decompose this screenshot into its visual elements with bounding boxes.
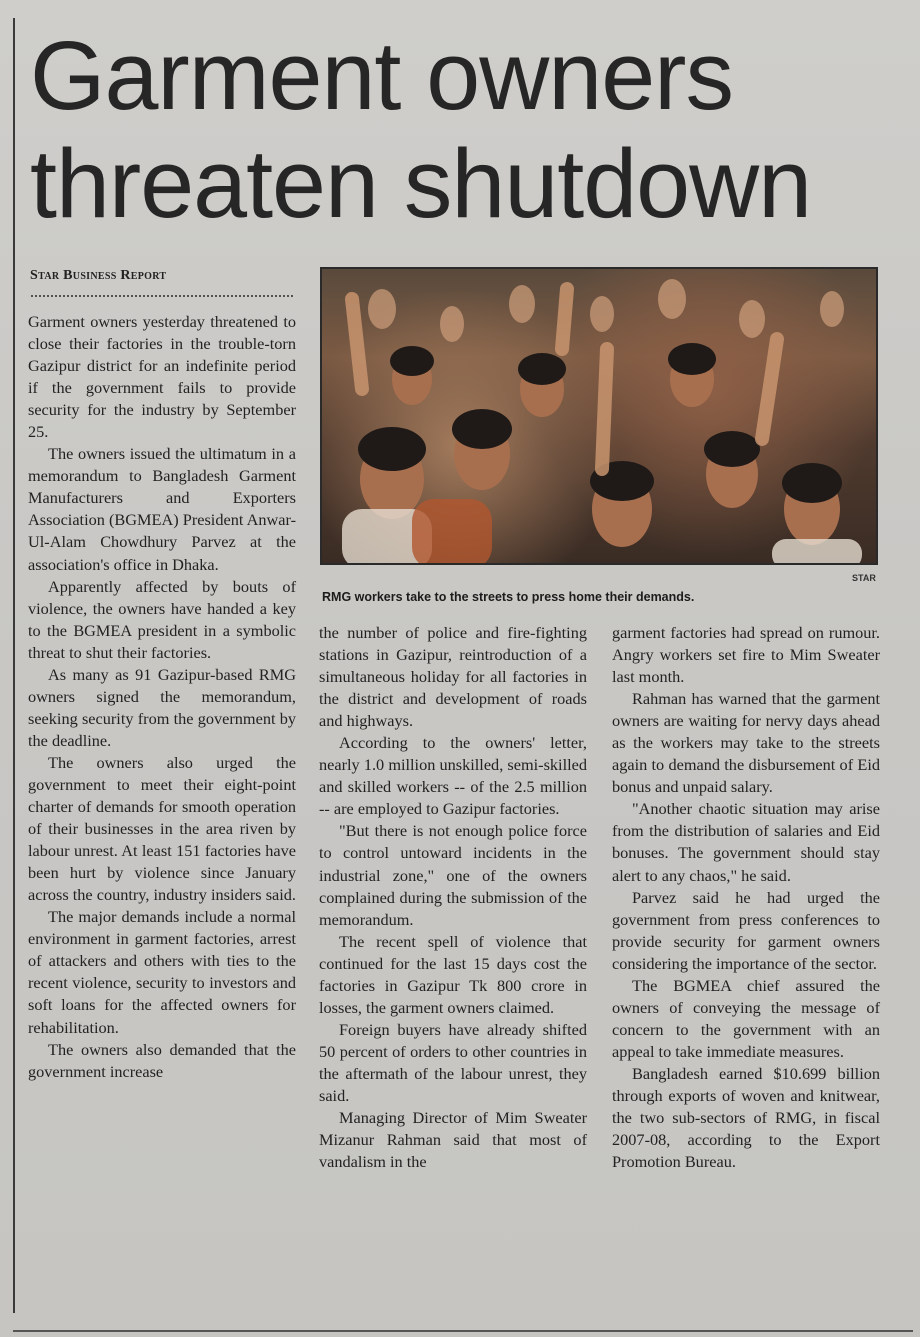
paragraph: "Another chaotic situation may arise from the distribution of salaries and Eid bonuses. The government should stay alert to any chaos," he said.	[612, 799, 880, 885]
crowd-photo-illustration	[322, 269, 878, 565]
bottom-rule	[13, 1330, 913, 1332]
paragraph: The owners also urged the government to meet their eight-point charter of demands for smooth operation of their businesses in the area riven by labour unrest. At least 151 factories have been hurt by violence since January across the country, industry insiders said.	[28, 752, 296, 905]
paragraph: The major demands include a normal environment in garment factories, arrest of attackers and others with ties to the recent violence, security to investors and soft loans for the affected owners for rehabilitation.	[28, 907, 296, 1037]
paragraph: Bangladesh earned $10.699 billion through exports of woven and knitwear, the two sub-sectors of RMG, in fiscal 2007-08, according to the Export Promotion Bureau.	[612, 1063, 880, 1172]
paragraph: the number of police and fire-fighting stations in Gazipur, reintroduction of a simultaneous holiday for all factories in the district and development of roads and highways.	[319, 623, 587, 731]
paragraph: Garment owners yesterday threatened to close their factories in the trouble-torn Gazipur district for an indefinite period if the government fails to provide security for the industry by September 25.	[28, 312, 296, 442]
news-photo	[320, 267, 878, 565]
dotted-divider	[30, 294, 295, 298]
headline-line-1: Garment owners	[30, 21, 733, 130]
paragraph: According to the owners' letter, nearly 1.0 million unskilled, semi-skilled and skilled workers -- of the 2.5 million -- are employed to Gazipur factories.	[319, 733, 587, 819]
paragraph: Apparently affected by bouts of violence, the owners have handed a key to the BGMEA president in a symbolic threat to shut their factories.	[28, 576, 296, 662]
paragraph: As many as 91 Gazipur-based RMG owners signed the memorandum, seeking security from the government by the deadline.	[28, 664, 296, 750]
photo-credit: STAR	[852, 573, 876, 583]
paragraph: Managing Director of Mim Sweater Mizanur Rahman said that most of vandalism in the	[319, 1108, 587, 1172]
paragraph: The recent spell of violence that continued for the last 15 days cost the factories in Gazipur Tk 800 crore in losses, the garment owners claimed.	[319, 931, 587, 1017]
paragraph: The owners also demanded that the government increase	[28, 1039, 296, 1081]
paragraph: The owners issued the ultimatum in a memorandum to Bangladesh Garment Manufacturers and Exporters Association (BGMEA) President Anwar-Ul-Alam Chowdhury Parvez at the association's office in Dhaka.	[28, 444, 296, 574]
headline	[30, 22, 890, 238]
paragraph: Rahman has warned that the garment owners are waiting for nervy days ahead as the workers may take to the streets again to demand the disbursement of Eid bonus and unpaid salary.	[612, 689, 880, 797]
photo-caption: RMG workers take to the streets to press home their demands.	[322, 590, 695, 604]
article-column-2	[319, 622, 587, 1173]
paragraph: "But there is not enough police force to control untoward incidents in the industrial zone," one of the owners complained during the submission of the memorandum.	[319, 821, 587, 929]
paragraph: Parvez said he had urged the government from press conferences to provide security for garment owners considering the importance of the sector.	[612, 887, 880, 973]
headline-line-2: threaten shutdown	[30, 129, 812, 238]
paragraph: garment factories had spread on rumour. Angry workers set fire to Mim Sweater last month.	[612, 623, 880, 687]
article-column-3	[612, 622, 880, 1173]
paragraph: The BGMEA chief assured the owners of conveying the message of concern to the government with an appeal to take immediate measures.	[612, 975, 880, 1061]
byline: Star Business Report	[30, 268, 167, 283]
column-rule-left	[13, 18, 15, 1313]
article-column-1	[28, 311, 296, 1083]
paragraph: Foreign buyers have already shifted 50 percent of orders to other countries in the aftermath of the labour unrest, they said.	[319, 1019, 587, 1105]
